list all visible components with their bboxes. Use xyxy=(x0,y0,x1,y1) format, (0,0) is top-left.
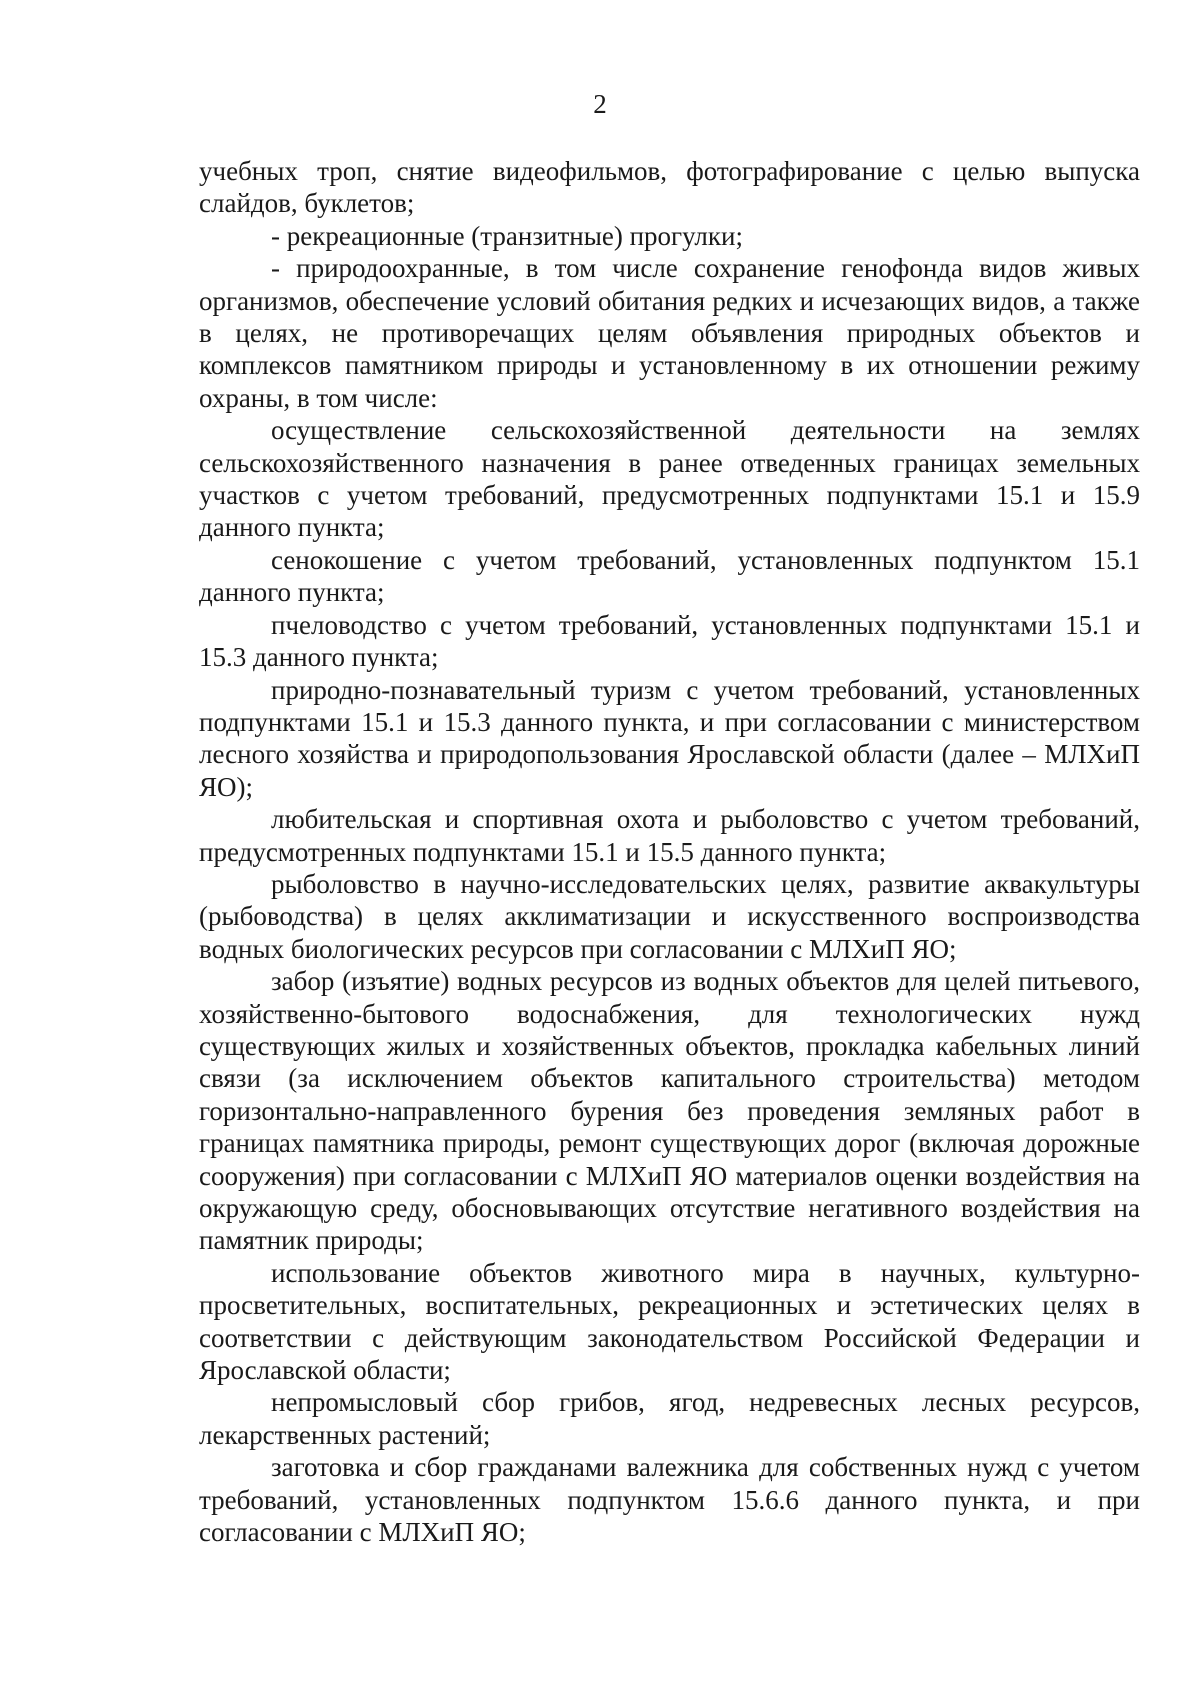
paragraph: учебных троп, снятие видеофильмов, фотографирование с целью выпуска слайдов, буклетов; xyxy=(199,156,1140,219)
paragraph: пчеловодство с учетом требований, установленных подпунктами 15.1 и 15.3 данного пункта; xyxy=(199,609,1140,673)
paragraph: природно-познавательный туризм с учетом требований, установленных подпунктами 15.1 и 15.3 данного пункта, и при согласовании с министерством лесного хозяйства и природопользования Ярославской области (далее – МЛХиП ЯО); xyxy=(199,674,1140,802)
paragraph: сенокошение с учетом требований, установленных подпунктом 15.1 данного пункта; xyxy=(199,544,1140,608)
paragraph: использование объектов животного мира в научных, культурно-просветительных, воспитательных, рекреационных и эстетических целях в соответствии с действующим законодательством Российской Федерации и Ярославской области; xyxy=(199,1257,1140,1386)
paragraph: рыболовство в научно-исследовательских целях, развитие аквакультуры (рыбоводства) в целях акклиматизации и искусственного воспроизводства водных биологических ресурсов при согласовании с МЛХиП ЯО; xyxy=(199,868,1140,964)
document-body xyxy=(199,155,1140,1548)
paragraph: непромысловый сбор грибов, ягод, недревесных лесных ресурсов, лекарственных растений; xyxy=(199,1387,1140,1450)
paragraph: - природоохранные, в том числе сохранение генофонда видов живых организмов, обеспечение условий обитания редких и исчезающих видов, а также в целях, не противоречащих целям объявления природных объектов и комплексов памятником природы и установленному в их отношении режиму охраны, в том числе: xyxy=(199,253,1140,413)
paragraph: любительская и спортивная охота и рыболовство с учетом требований, предусмотренных подпунктами 15.1 и 15.5 данного пункта; xyxy=(199,804,1140,867)
paragraph: осуществление сельскохозяйственной деятельности на землях сельскохозяйственного назначения в ранее отведенных границах земельных участков с учетом требований, предусмотренных подпунктами 15.1 и 15.9 данного пункта; xyxy=(199,415,1140,543)
paragraph: заготовка и сбор гражданами валежника для собственных нужд с учетом требований, установленных подпунктом 15.6.6 данного пункта, и при согласовании с МЛХиП ЯО; xyxy=(199,1452,1140,1548)
paragraph: - рекреационные (транзитные) прогулки; xyxy=(271,220,743,251)
paragraph: забор (изъятие) водных ресурсов из водных объектов для целей питьевого, хозяйственно-бытового водоснабжения, для технологических нужд существующих жилых и хозяйственных объектов, прокладка кабельных линий связи (за исключением объектов капитального строительства) методом горизонтально-направленного бурения без проведения земляных работ в границах памятника природы, ремонт существующих дорог (включая дорожные сооружения) при согласовании с МЛХиП ЯО материалов оценки воздействия на окружающую среду, обосновывающих отсутствие негативного воздействия на памятник природы; xyxy=(199,966,1140,1256)
page-number: 2 xyxy=(593,89,607,119)
